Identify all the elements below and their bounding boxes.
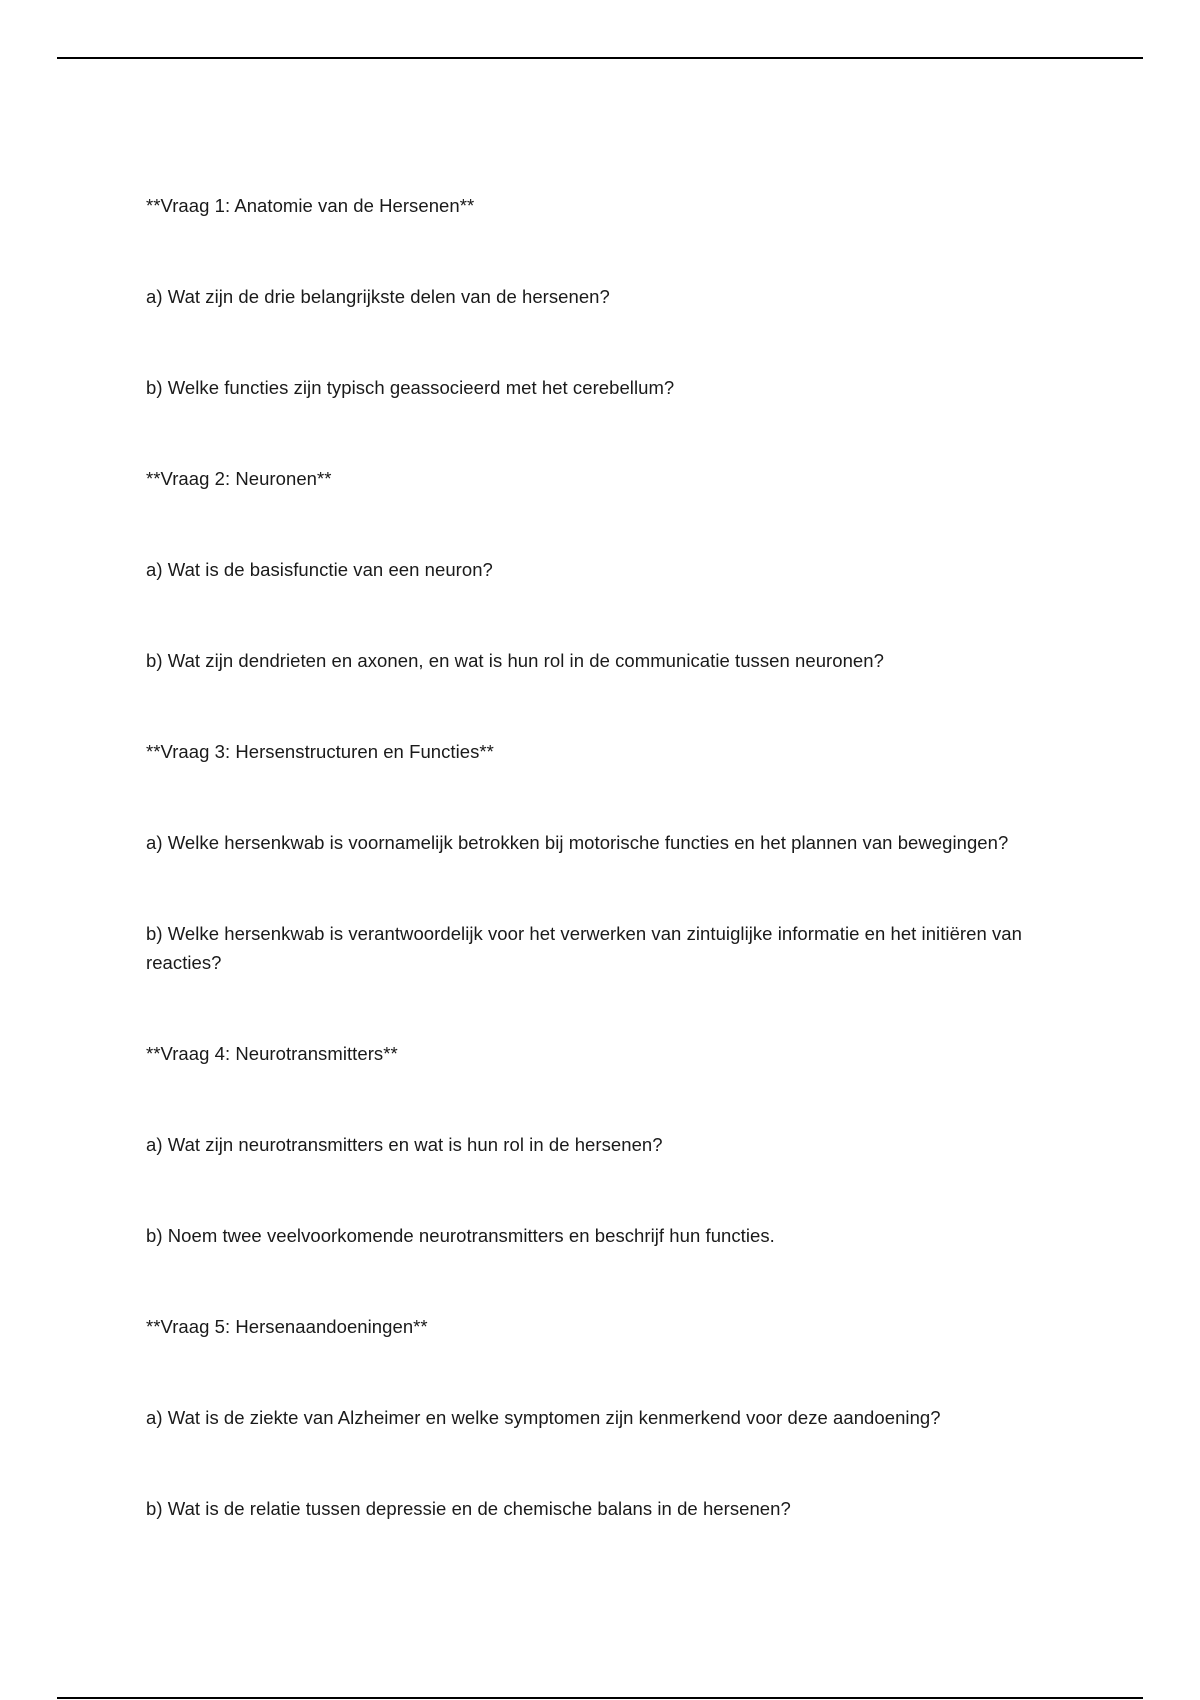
question-2-heading: **Vraag 2: Neuronen** [146,468,332,489]
question-1a: a) Wat zijn de drie belangrijkste delen van de hersenen? [146,286,610,307]
question-5-heading: **Vraag 5: Hersenaandoeningen** [146,1316,428,1337]
question-4b: b) Noem twee veelvoorkomende neurotransmitters en beschrijf hun functies. [146,1225,775,1246]
question-4-heading: **Vraag 4: Neurotransmitters** [146,1043,398,1064]
question-1b: b) Welke functies zijn typisch geassocieerd met het cerebellum? [146,377,675,398]
question-2b: b) Wat zijn dendrieten en axonen, en wat is hun rol in de communicatie tussen neuronen? [146,650,884,671]
document-body [146,191,1046,1523]
question-3b: b) Welke hersenkwab is verantwoordelijk voor het verwerken van zintuiglijke informatie en het initiëren van reacties? [146,923,1022,973]
question-3a: a) Welke hersenkwab is voornamelijk betrokken bij motorische functies en het plannen van bewegingen? [146,832,1009,853]
question-5a: a) Wat is de ziekte van Alzheimer en welke symptomen zijn kenmerkend voor deze aandoening? [146,1407,941,1428]
question-5b: b) Wat is de relatie tussen depressie en de chemische balans in de hersenen? [146,1498,791,1519]
bottom-rule [57,1697,1143,1699]
question-3-heading: **Vraag 3: Hersenstructuren en Functies** [146,741,494,762]
question-1-heading: **Vraag 1: Anatomie van de Hersenen** [146,195,475,216]
question-2a: a) Wat is de basisfunctie van een neuron? [146,559,493,580]
top-rule [57,57,1143,59]
question-4a: a) Wat zijn neurotransmitters en wat is hun rol in de hersenen? [146,1134,663,1155]
